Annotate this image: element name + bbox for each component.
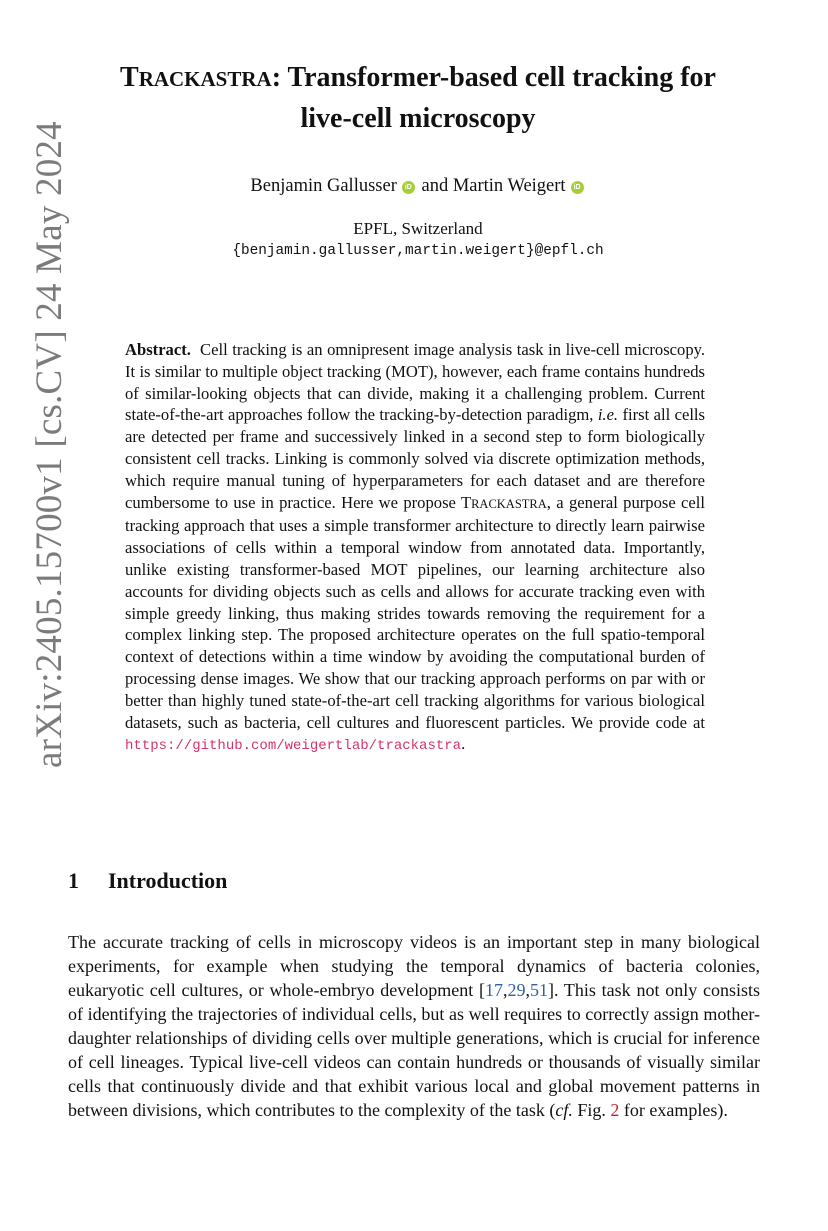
abstract-method-name: TRACKASTRA (460, 492, 547, 512)
abstract-end: . (461, 734, 466, 754)
section-title: Introduction (108, 868, 228, 893)
citation-link[interactable]: 17 (484, 980, 503, 1000)
orcid-icon[interactable]: iD (571, 181, 584, 194)
figure-link[interactable]: 2 (610, 1100, 620, 1120)
author-emails: {benjamin.gallusser,martin.weigert}@epfl.ch (232, 243, 604, 259)
abstract (125, 339, 705, 758)
abstract-text: Cell tracking is an omnipresent image analysis task in live-cell microscopy. It is similar to multiple object tracking (MOT), however, each frame contains hundreds of similar-looking objects that can divide, making it a challenging problem. Current state-of-the-art approaches follow the tracking-by-detection paradigm, (125, 340, 705, 425)
arxiv-identifier: arXiv:2405.15700v1 [cs.CV] 24 May 2024 (29, 121, 70, 768)
citation-link[interactable]: 29 (507, 980, 526, 1000)
section-number: 1 (68, 868, 79, 893)
author-list (68, 176, 768, 197)
affiliation: EPFL, Switzerland (353, 219, 483, 238)
intro-text: Fig. (572, 1100, 611, 1120)
intro-cf: cf. (555, 1100, 573, 1120)
title-text: : Transformer-based cell tracking for (271, 62, 716, 93)
intro-text: The accurate tracking of cells in microscopy videos is an important step in many biological experiments, for example when studying the temporal dynamics of bacteria colonies, eukaryotic cell cultures, or whole-embryo development [ (68, 932, 760, 1000)
title-smallcaps-rest: RACKASTRA (138, 67, 272, 91)
citation-sep: , (525, 980, 530, 1000)
author-name: and Martin Weigert (421, 176, 566, 196)
author-name: Benjamin Gallusser (250, 176, 397, 196)
abstract-label: Abstract. (125, 340, 191, 359)
intro-text: for examples). (619, 1100, 728, 1120)
abstract-ie: i.e. (597, 405, 619, 425)
intro-text: ]. This task not only consists of identifying the trajectories of individual cells, but as well requires to correctly assign mother-daughter relationships of dividing cells over multiple generations, which is crucial for inference of cell lineages. Typical live-cell videos can contain hundreds or thousands of visually similar cells that continuously divide and that exhibit various local and global movement patterns in between divisions, which contributes to the complexity of the task ( (68, 980, 760, 1120)
paper-title (68, 58, 768, 138)
intro-paragraph (68, 930, 760, 1122)
code-link[interactable]: https://github.com/weigertlab/trackastra (125, 738, 462, 755)
title-line-2: live-cell microscopy (300, 103, 536, 134)
title-smallcaps-initial: T (120, 62, 139, 93)
orcid-icon[interactable]: iD (402, 181, 415, 194)
section-heading (68, 868, 227, 894)
abstract-text: , a general purpose cell tracking approach that uses a simple transformer architecture to directly learn pairwise associations of cells within a temporal window from annotated data. Importantly, unlike existing transformer-based MOT pipelines, our learning architecture also accounts for dividing objects such as cells and allows for accurate tracking even with simple greedy linking, thus making strides towards removing the requirement for a complex linking step. The proposed architecture operates on the full spatio-temporal context of detections within a time window by avoiding the computational burden of processing dense images. We show that our tracking approach performs on par with or better than highly tuned state-of-the-art cell tracking algorithms for various biological datasets, such as bacteria, cell cultures and fluorescent particles. We provide code at (125, 492, 705, 732)
citation-sep: , (502, 980, 508, 1000)
citation-link[interactable]: 51 (529, 980, 548, 1000)
abstract-text: first all cells are detected per frame and successively linked in a second step to form biologically consistent cell tracks. Linking is commonly solved via discrete optimization methods, which require manual tuning of hyperparameters for each dataset and are therefore cumbersome to use in practice. Here we propose (125, 405, 705, 512)
